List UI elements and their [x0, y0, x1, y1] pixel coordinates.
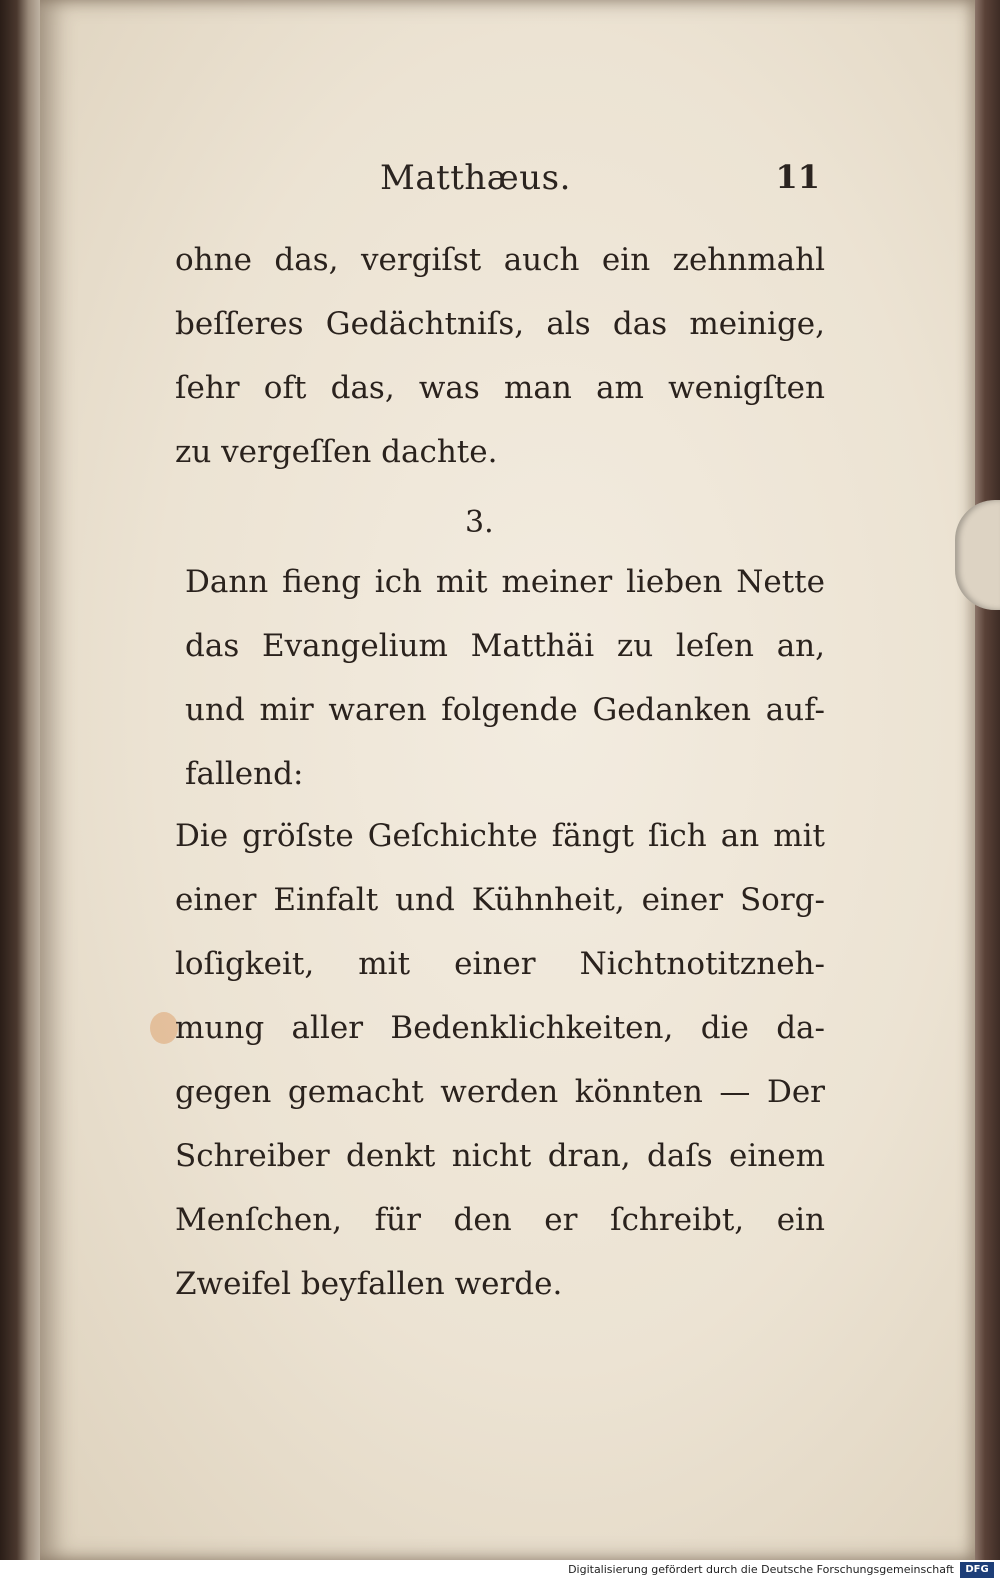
- page-header: [180, 150, 820, 210]
- section-number: 3.: [465, 505, 494, 540]
- text-line: mung aller Bedenklichkeiten, die da-: [175, 1010, 825, 1046]
- dfg-logo: DFG: [960, 1562, 994, 1578]
- text-line: Zweifel beyfallen werde.: [175, 1266, 563, 1302]
- text-line: beſſeres Gedächtniſs, als das meinige,: [175, 306, 825, 342]
- paragraph-2: [185, 550, 825, 806]
- page-number: 11: [775, 158, 820, 196]
- text-line: fallend:: [185, 756, 304, 792]
- book-cover-right: [975, 0, 1000, 1560]
- paragraph-3: [175, 804, 825, 1316]
- text-line: einer Einfalt und Kühnheit, einer Sorg-: [175, 882, 825, 918]
- paper-stain: [150, 1012, 178, 1044]
- footer-bar: [0, 1560, 1000, 1581]
- running-title: Matthæus.: [380, 158, 571, 198]
- text-line: zu vergeſſen dachte.: [175, 434, 498, 470]
- text-line: ohne das, vergiſst auch ein zehnmahl: [175, 242, 825, 278]
- text-line: Dann fieng ich mit meiner lieben Nette: [185, 564, 825, 600]
- text-line: das Evangelium Matthäi zu leſen an,: [185, 628, 825, 664]
- text-line: Menſchen, für den er ſchreibt, ein: [175, 1202, 825, 1238]
- text-line: gegen gemacht werden könnten — Der: [175, 1074, 825, 1110]
- paragraph-1: [175, 228, 825, 484]
- text-line: loſigkeit, mit einer Nichtnotitzneh-: [175, 946, 825, 982]
- text-line: Schreiber denkt nicht dran, daſs einem: [175, 1138, 825, 1174]
- text-line: ſehr oft das, was man am wenigſten: [175, 370, 825, 406]
- funding-credit: Digitalisierung gefördert durch die Deutsche Forschungsgemeinschaft: [568, 1563, 954, 1576]
- text-line: Die gröſste Geſchichte fängt ſich an mit: [175, 818, 825, 854]
- text-line: und mir waren folgende Gedanken auf-: [185, 692, 825, 728]
- page-tab-marker: [955, 500, 1000, 610]
